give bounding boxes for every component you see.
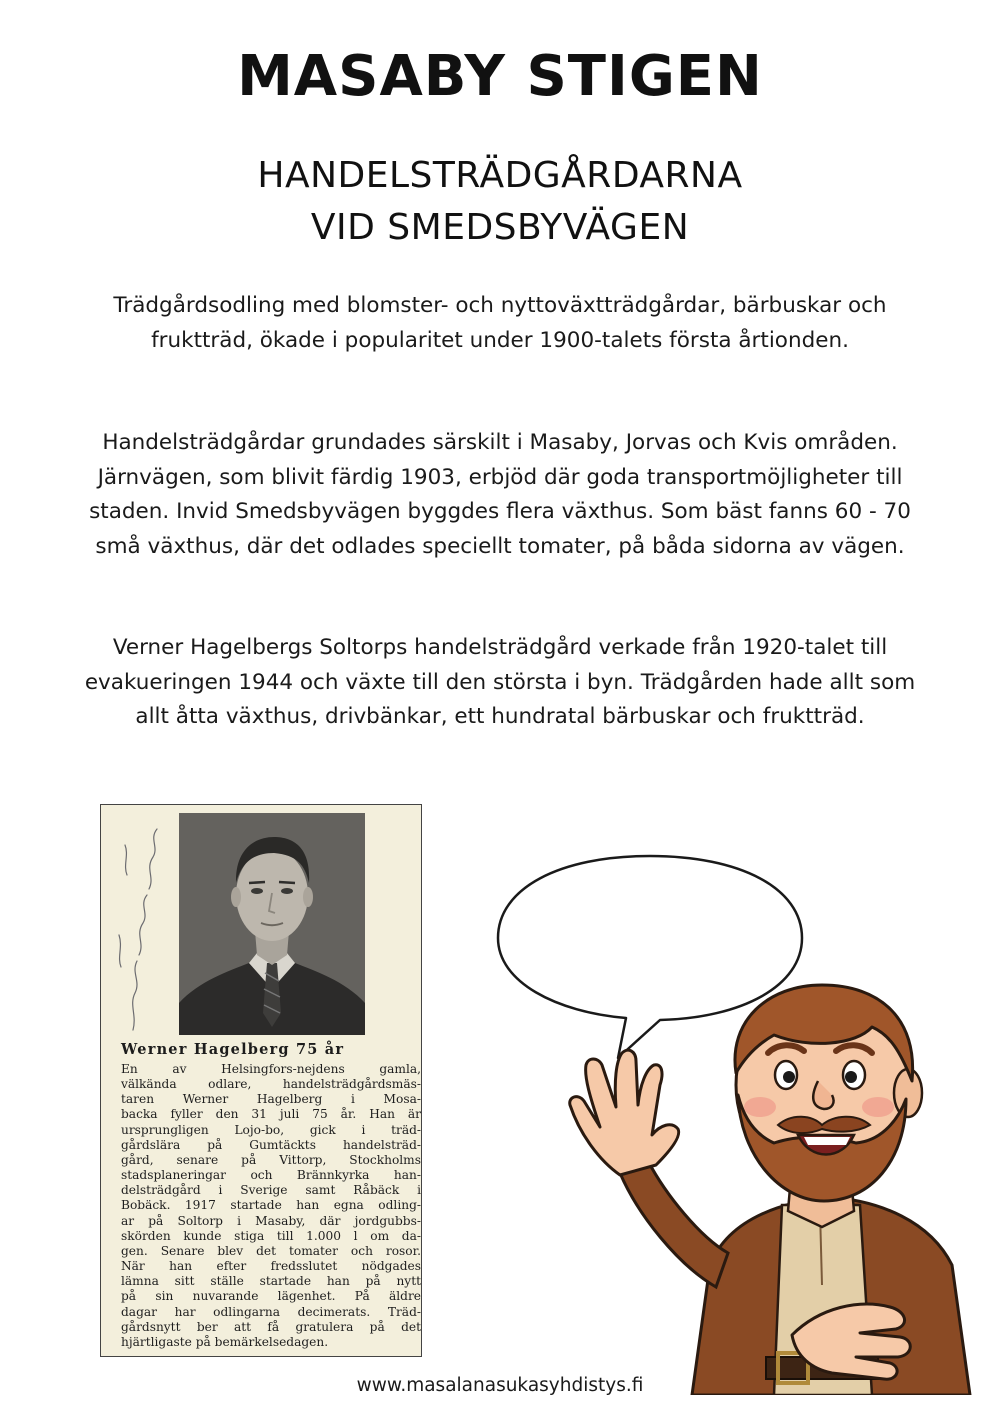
clipping-line: taren Werner Hagelberg i Mosa- bbox=[121, 1092, 421, 1107]
clipping-line: backa fyller den 31 juli 75 år. Han är bbox=[121, 1107, 421, 1122]
clipping-line: dagar har odlingarna decimerats. Träd- bbox=[121, 1304, 421, 1319]
clipping-line: gårdsnytt ber att få gratulera på det bbox=[121, 1319, 421, 1334]
clipping-line: delsträdgård i Sverige samt Råbäck i bbox=[121, 1183, 421, 1198]
clipping-line: När han efter fredsslutet nödgades bbox=[121, 1259, 421, 1274]
subtitle-line-1: HANDELSTRÄDGÅRDARNA bbox=[257, 155, 743, 196]
clipping-line: gårdslära på Gumtäckts handelsträd- bbox=[121, 1137, 421, 1152]
clipping-line: skörden kunde stiga till 1.000 l om da- bbox=[121, 1228, 421, 1243]
page-subtitle bbox=[0, 150, 1000, 254]
footer-url[interactable]: www.masalanasukasyhdistys.fi bbox=[356, 1375, 644, 1396]
clipping-line: En av Helsingfors-nejdens gamla, bbox=[121, 1062, 421, 1076]
clipping-line: hjärtligaste på bemärkelsedagen. bbox=[121, 1334, 329, 1349]
clipping-line: gård, senare på Vittorp, Stockholms bbox=[121, 1152, 421, 1167]
clipping-line: gen. Senare blev det tomater och rosor. bbox=[121, 1243, 421, 1258]
subtitle-line-2: VID SMEDSBYVÄGEN bbox=[310, 207, 690, 248]
clipping-body bbox=[121, 1062, 421, 1350]
clipping-line: ar på Soltorp i Masaby, där jordgubbs- bbox=[121, 1213, 421, 1228]
page-title: MASABY STIGEN bbox=[237, 44, 763, 109]
newspaper-clipping bbox=[100, 804, 422, 1357]
clipping-heading: Werner Hagelberg 75 år bbox=[121, 1041, 345, 1058]
clipping-line: på sin nuvarande lägenhet. På äldre bbox=[121, 1289, 421, 1304]
clipping-line: ursprungligen Lojo-bo, gick i träd- bbox=[121, 1122, 421, 1137]
paragraph-intro: Trädgårdsodling med blomster- och nyttoväxtträdgårdar, bärbuskar och fruktträd, ökade i popularitet under 1900-talets första årtionden. bbox=[113, 293, 887, 353]
portrait-photo bbox=[179, 813, 365, 1035]
clipping-line: stadsplaneringar och Brännkyrka han- bbox=[121, 1168, 421, 1183]
clipping-line: välkända odlare, handelsträdgårdsmäs- bbox=[121, 1077, 421, 1092]
paragraph-handelstradgardar: Handelsträdgårdar grundades särskilt i Masaby, Jorvas och Kvis områden. Järnvägen, som blivit färdig 1903, erbjöd där goda transportmöjligheter till staden. Invid Smedsbyvägen byggdes flera växthus. Som bäst fanns 60 - 70 små växthus, där det odlades speciellt tomater, på båda sidorna av vägen. bbox=[89, 430, 911, 559]
handwriting-annotation bbox=[103, 815, 177, 1045]
paragraph-hagelberg: Verner Hagelbergs Soltorps handelsträdgård verkade från 1920-talet till evakueringen 1944 och växte till den största i byn. Trädgården hade allt som allt åtta växthus, drivbänkar, ett hundratal bärbuskar och fruktträd. bbox=[84, 635, 916, 729]
clipping-line: lämna sitt ställe startade han på nytt bbox=[121, 1274, 421, 1289]
cartoon-man-illustration bbox=[560, 965, 990, 1395]
clipping-line: Bobäck. 1917 startade han egna odling- bbox=[121, 1198, 421, 1213]
